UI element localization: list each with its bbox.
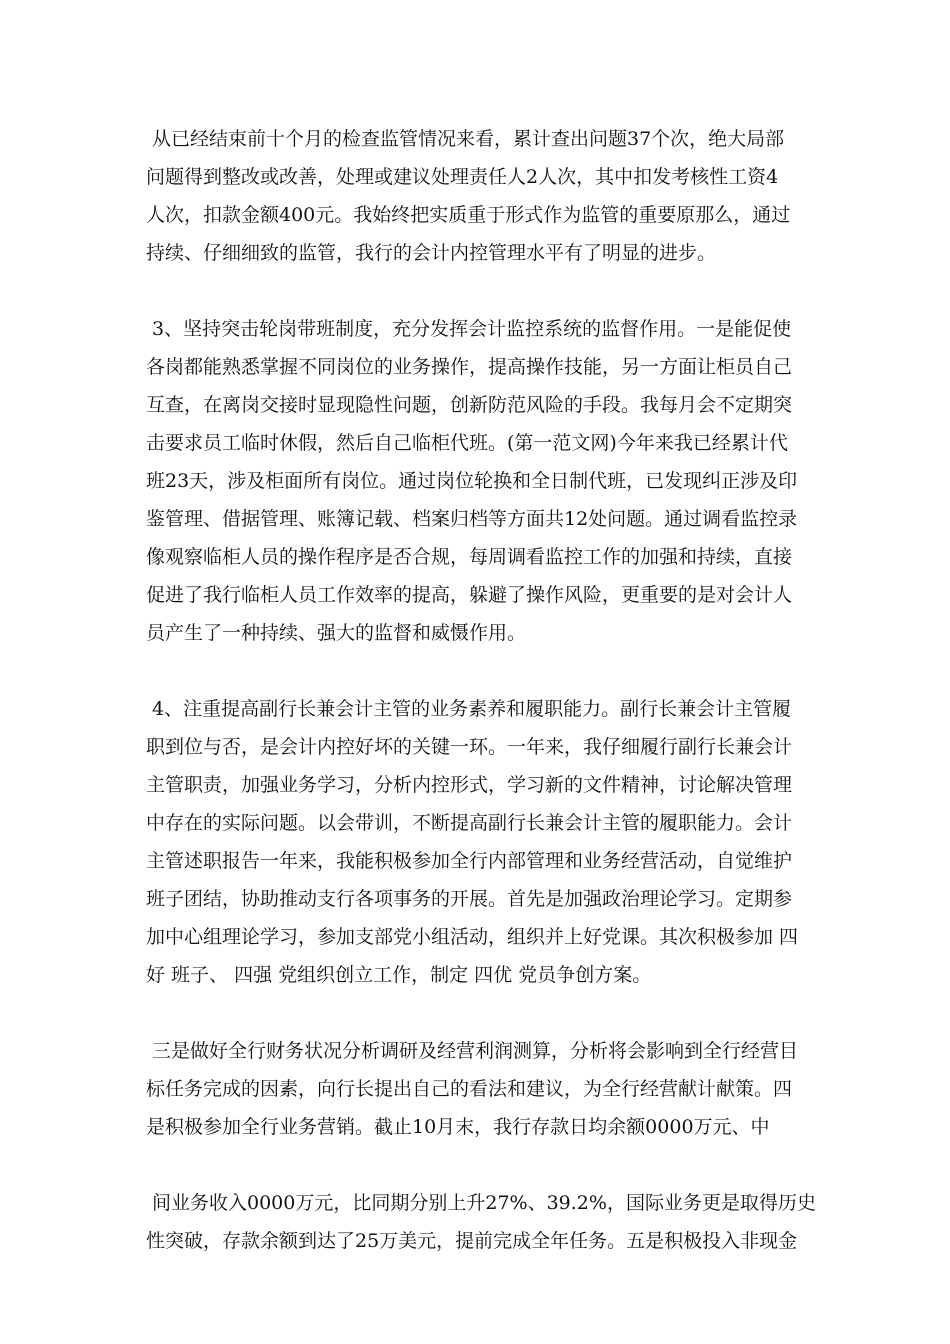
paragraph-5-line-1: 间业务收入0000万元，比同期分别上升27%、39.2%，国际业务更是取得历史 (152, 1192, 816, 1214)
paragraph-1-line-2: 问题得到整改或改善，处理或建议处理责任人2人次，其中扣发考核性工资4 (146, 166, 779, 188)
paragraph-2-line-2: 各岗都能熟悉掌握不同岗位的业务操作，提高操作技能，另一方面让柜员自己 (146, 356, 793, 378)
paragraph-3-line-1: 4、注重提高副行长兼会计主管的业务素养和履职能力。副行长兼会计主管履 (152, 698, 792, 720)
paragraph-2-line-6: 鉴管理、借据管理、账簿记载、档案归档等方面共12处问题。通过调看监控录 (146, 508, 798, 530)
paragraph-3-line-4: 中存在的实际问题。以会带训，不断提高副行长兼会计主管的履职能力。会计 (146, 812, 793, 834)
paragraph-1-line-3: 人次，扣款金额400元。我始终把实质重于形式作为监管的重要原那么，通过 (146, 204, 791, 226)
paragraph-2-line-5: 班23天，涉及柜面所有岗位。通过岗位轮换和全日制代班，已发现纠正涉及印 (146, 470, 798, 492)
paragraph-4-line-2: 标任务完成的因素，向行长提出自己的看法和建议，为全行经营献计献策。四 (146, 1078, 793, 1100)
paragraph-2-line-8: 促进了我行临柜人员工作效率的提高，躲避了操作风险，更重要的是对会计人 (146, 584, 793, 606)
paragraph-3-line-2: 职到位与否，是会计内控好坏的关键一环。一年来，我仔细履行副行长兼会计 (146, 736, 793, 758)
paragraph-2-line-9: 员产生了一种持续、强大的监督和威慑作用。 (146, 622, 527, 644)
paragraph-1-line-1: 从已经结束前十个月的检查监管情况来看，累计查出问题37个次，绝大局部 (152, 128, 785, 150)
paragraph-2-line-4: 击要求员工临时休假，然后自己临柜代班。(第一范文网)今年来我已经累计代 (146, 432, 788, 454)
paragraph-3-line-3: 主管职责，加强业务学习，分析内控形式，学习新的文件精神，讨论解决管理 (146, 774, 793, 796)
paragraph-4-line-1: 三是做好全行财务状况分析调研及经营利润测算，分析将会影响到全行经营目 (152, 1040, 799, 1062)
paragraph-2-line-1: 3、坚持突击轮岗带班制度，充分发挥会计监控系统的监督作用。一是能促使 (152, 318, 792, 340)
paragraph-2-line-7: 像观察临柜人员的操作程序是否合规，每周调看监控工作的加强和持续，直接 (146, 546, 793, 568)
paragraph-1-line-4: 持续、仔细细致的监管，我行的会计内控管理水平有了明显的进步。 (146, 242, 717, 264)
paragraph-2-line-3: 互查，在离岗交接时显现隐性问题，创新防范风险的手段。我每月会不定期突 (146, 394, 793, 416)
paragraph-3-line-8: 好 班子、 四强 党组织创立工作，制定 四优 党员争创方案。 (146, 964, 652, 986)
paragraph-3-line-5: 主管述职报告一年来，我能积极参加全行内部管理和业务经营活动，自觉维护 (146, 850, 793, 872)
paragraph-3-line-6: 班子团结，协助推动支行各项事务的开展。首先是加强政治理论学习。定期参 (146, 888, 793, 910)
paragraph-5-line-2: 性突破，存款余额到达了25万美元，提前完成全年任务。五是积极投入非现金 (146, 1230, 798, 1252)
paragraph-3-line-7: 加中心组理论学习，参加支部党小组活动，组织并上好党课。其次积极参加 四 (146, 926, 799, 948)
paragraph-4-line-3: 是积极参加全行业务营销。截止10月末，我行存款日均余额0000万元、中 (146, 1116, 770, 1138)
